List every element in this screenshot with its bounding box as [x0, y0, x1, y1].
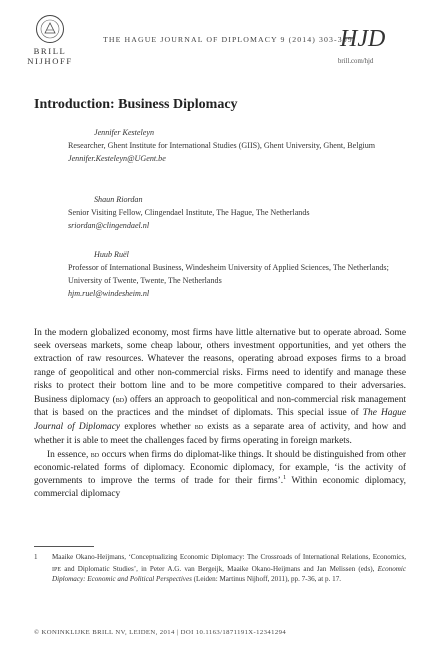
author-block — [68, 193, 418, 232]
bd-abbrev: bd — [115, 394, 125, 405]
author-block — [68, 248, 418, 300]
footnote-book-title: Economic Diplomacy: Economic and Political Perspectives — [52, 564, 406, 584]
author-affiliation: Researcher, Ghent Institute for International Studies (GIIS), Ghent University, Ghent, Belgium — [68, 141, 376, 151]
author-email[interactable]: hjm.ruel@windesheim.nl — [68, 289, 150, 299]
publisher-logo — [20, 14, 80, 66]
author-name: Shaun Riordan — [94, 195, 143, 204]
author-name: Huub Ruël — [94, 250, 129, 259]
body-paragraph: In the modern globalized economy, most firms have little alternative but to operate abroad. Some seek overseas markets, some cheap labour, others investment opportunities, and yet others the extraction of raw resources. Whatever the reasons, operating abroad exposes firms to a broad range of geopolitical and other non-commercial risks. Firms need to identify and manage these risks to protect their bottom line and to be more competitive compared to their adversaries. Business diplomacy (bd) offers an approach to geopolitical and non-commercial risk management that is based on the practices and the mindset of diplomats. This special issue of The Hague Journal of Diplomacy explores whether bd exists as a separate area of activity, and how and whether it is able to meet the challenges faced by firms operating in foreign markets. — [34, 328, 406, 446]
author-email[interactable]: Jennifer.Kesteleyn@UGent.be — [68, 154, 166, 164]
copyright-footer: © KONINKLIJKE BRILL NV, LEIDEN, 2014 | DOI 10.1163/1871191X-12341294 — [34, 629, 287, 636]
author-block — [68, 126, 418, 165]
author-affiliation: Senior Visiting Fellow, Clingendael Institute, The Hague, The Netherlands — [68, 208, 310, 218]
publisher-name-line1: BRILL — [33, 46, 67, 56]
bd-abbrev: bd — [90, 448, 100, 459]
footnote — [34, 552, 406, 585]
author-affiliation: Professor of International Business, Windesheim University of Applied Sciences, The Netherlands; University of Twente, Twente, The Netherlands — [68, 263, 389, 286]
body-paragraph: In essence, bd occurs when firms do diplomat-like things. It should be distinguished from other economic-related forms of diplomacy. Economic diplomacy, for example, ‘is the activity of governments to improve the terms of trade for their firms’.$^1$ Within economic diplomacy, commercial diplomacy — [34, 448, 407, 500]
footnote-number: 1 — [34, 553, 38, 561]
article-title: Introduction: Business Diplomacy — [34, 97, 238, 112]
journal-logo: HJD — [340, 26, 386, 52]
article-body — [34, 327, 406, 502]
author-name: Jennifer Kesteleyn — [94, 128, 155, 137]
brill-seal-icon — [35, 14, 65, 44]
publisher-name-line2: NIJHOFF — [27, 56, 73, 66]
journal-running-header: THE HAGUE JOURNAL OF DIPLOMACY 9 (2014) 303-309 — [103, 35, 353, 44]
journal-title-ref: The Hague Journal of Diplomacy — [34, 408, 406, 433]
footnote-divider — [34, 546, 94, 547]
bd-abbrev: bd — [194, 421, 204, 432]
footnote-text: Maaike Okano-Heijmans, ‘Conceptualizing Economic Diplomacy: The Crossroads of International Relations, Economics, ipe and Diplomatic Studies’, in Peter A.G. van Bergeijk, Maaike Okano-Heijmans and Jan Melissen (eds), Economic Diplomacy: Economic and Political Perspectives (Leiden: Martinus Nijhoff, 2011), pp. 7-36, at p. 17. — [52, 553, 406, 584]
author-email[interactable]: sriordan@clingendael.nl — [68, 221, 150, 231]
journal-url-link[interactable]: brill.com/hjd — [338, 58, 374, 65]
footnote-marker[interactable]: 1 — [283, 475, 287, 482]
